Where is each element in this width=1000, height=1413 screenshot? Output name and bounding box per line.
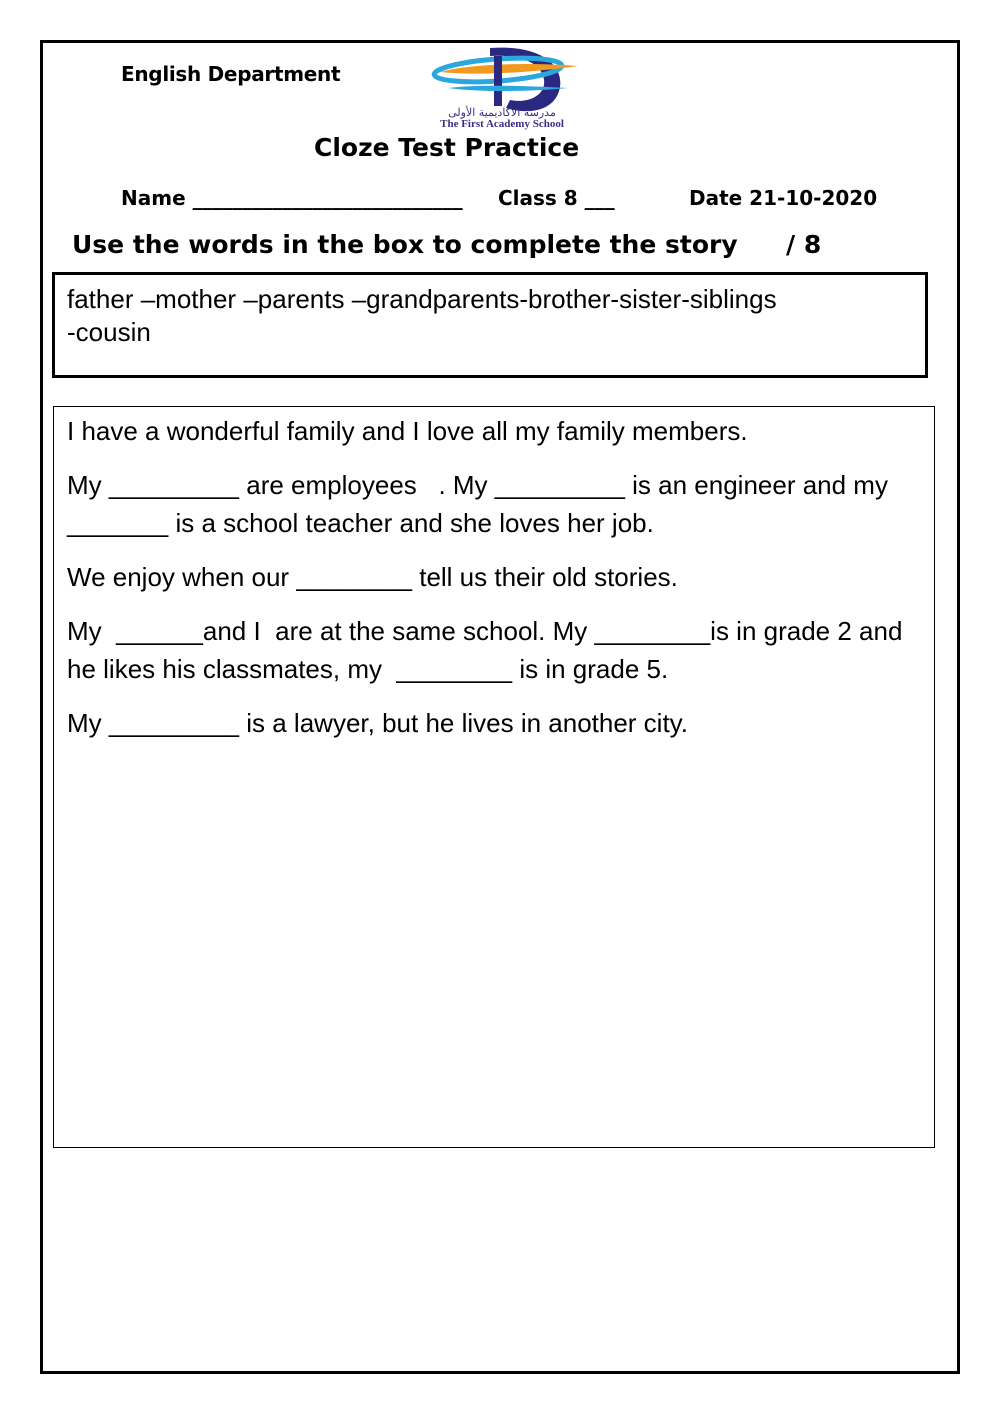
page-title: Cloze Test Practice	[314, 133, 580, 162]
story-text	[67, 412, 927, 758]
word-list-line-2: -cousin	[67, 317, 151, 347]
story-paragraph-3[interactable]: We enjoy when our ________ tell us their old stories.	[67, 562, 678, 592]
date-field: Date 21-10-2020	[689, 186, 878, 210]
instruction-text: Use the words in the box to complete the story	[72, 230, 738, 259]
story-paragraph-1: I have a wonderful family and I love all my family members.	[67, 416, 748, 446]
name-field[interactable]: Name ___________________________	[121, 186, 463, 210]
class-field[interactable]: Class 8 ___	[498, 186, 615, 210]
department-label: English Department	[121, 62, 341, 86]
school-name-arabic: مدرسة الأكاديمية الأولى	[448, 106, 556, 119]
story-paragraph-2[interactable]: My _________ are employees . My _________ is an engineer and my _______ is a school teacher and she loves her job.	[67, 470, 896, 538]
school-name-english: The First Academy School	[440, 118, 564, 130]
story-paragraph-4[interactable]: My ______and I are at the same school. My ________is in grade 2 and he likes his classmates, my ________ is in grade 5.	[67, 616, 910, 684]
score-label: / 8	[786, 230, 822, 259]
word-list	[67, 283, 897, 349]
story-paragraph-5[interactable]: My _________ is a lawyer, but he lives in another city.	[67, 708, 688, 738]
word-list-line-1: father –mother –parents –grandparents-brother-sister-siblings	[67, 284, 777, 314]
